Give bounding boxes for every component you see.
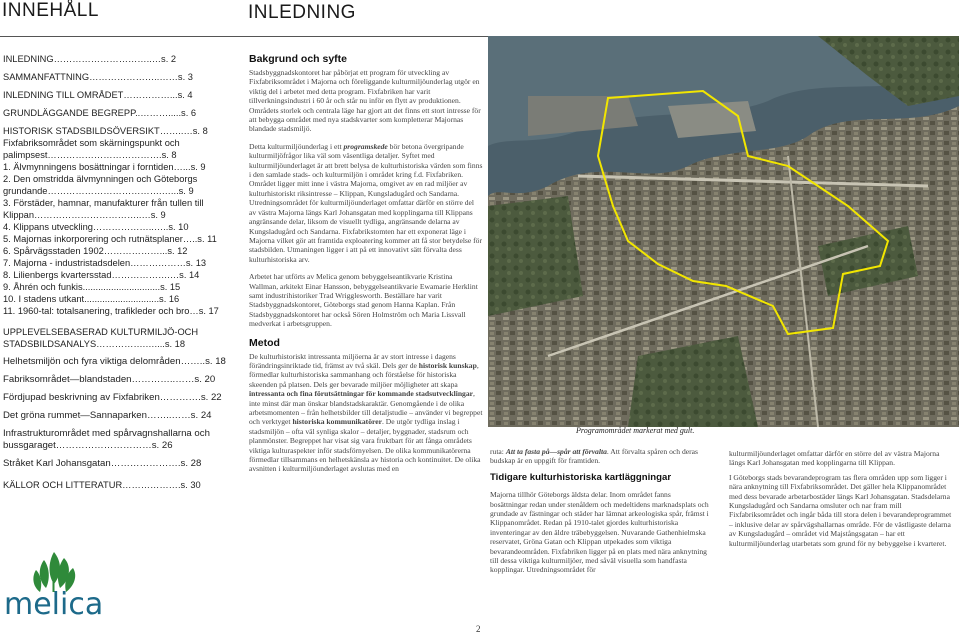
paragraph: Arbetet har utförts av Melica genom bebyggelseantikvarie Kristina Wallman, arkitekt Einar Hansson, bebyggelseantikvarie Ewamarie Herklint samt industrihistoriker Trad Wrigglesworth. Beställare har varit Stadsbyggnadskontoret, Göteborgs stad genom Hanna Kaplan. Från Stadsbyggnadskontoret har också Sören Holmström och Maria Lissvall medverkat i arbetsgruppen. — [249, 272, 478, 329]
toc-entry: 11. 1960-tal: totalsanering, trafikleder och bro…s. 17 — [3, 306, 219, 316]
paragraph: Detta kulturmiljöunderlag i ett programskede bör betona övergripande kulturmiljöfrågor lika väl som väsentliga detaljer. Syftet med kulturmiljöunderlaget är att brett belysa de kulturhistoriska värden som finns i den samlade stads- och kulturmiljön i området kring f.d. Fixfabriken. Området ligger mitt inne i västra Majorna, omgivet av en rad miljöer av kulturhistoriskt riksintresse – Klippan, Kungsladugård och Sandarna. Utredningsområdet för kulturmiljöunderlaget omfattar därför en större del av västra Majorna längs Karl Johansgatan med kopplingarna till Klippans angränsande delar, liksom de visuellt tydliga, angränsande delarna av Kungsladugård och Sandarna. Fixfabrikstomten har ett exponerat läge i Majorna vilket gör att framtida exploatering kommer att få stor betydelse för stadsbilden. Utmaningen ligger i att på ett innovativt sätt förvalta dess kulturhistoriska arv. — [249, 141, 483, 264]
toc-entry: Fördjupad beskrivning av Fixfabriken………….s. 22 — [3, 392, 222, 403]
toc-entry: HISTORISK STADSBILDSÖVERSIKT……..…s. 8 — [3, 126, 208, 136]
toc-title: INNEHÅLL — [2, 0, 99, 21]
toc-entry: 1. Älvmynningens bosättningar i forntiden…...s. 9 — [3, 162, 206, 172]
melica-logo — [2, 548, 114, 618]
paragraph: ruta: Att ta fasta på—spår att förvalta. Att förvalta spåren och deras budskap är en uppgift för framtiden. — [490, 447, 698, 466]
paragraph: Majorna tillhör Göteborgs äldsta delar. Inom området fanns bosättningar redan under stenåldern och medeltidens marknadsplats och grundade av fästningar och städer har lämnat arkeologiska spår, främst i Klippanområdet. Redan på 1910-talet gjordes kulturhistoriska inventeringar av den äldre träbebyggelsen. Nuvarande Gathenhielmska reservatet, Gröna Gatan och Klippan utpekades som viktiga bevarandeområden. Fixfabriken ligger på en plats med nära anknytning till dessa viktiga kulturmiljöer, med såväl visuella som handfasta kopplingar. Utredningsområdet för — [490, 490, 709, 575]
conservation-programme-column — [729, 449, 954, 553]
table-of-contents — [3, 53, 238, 491]
paragraph: De kulturhistoriskt intressanta miljöerna är av stort intresse i dagens förändringsinriktade tid, främst av två skäl. Dels ger de historisk kunskap, förmedlar kulturhistoriska sammanhang och förståelse för historiska skeenden på platsen. Dels ger bevarade miljöer möjligheter att skapa intressanta och fina förutsättningar för kommande stadsutvecklingar, inte minst där man önskar blandstadskaraktär. Genomgående i de olika arbetsmomenten – från helhetsbilder till detaljstudie – använder vi begreppet och verktyget historiska kommunikatörer. De utgör tydliga inslag i stadsmiljön – ofta väl synliga skalor – detaljer, byggnader, stadsrum och planmönster. Begreppet har visat sig vara fruktbart för att fånga områdets viktiga kulturaspekter inför stadsförnyelsen. De olika kommunikatörerna förmedlar tillsammans en helhetskänsla av historia och kontinuitet. De olika avsnitten i kulturmiljöunderlaget avslutas med en — [249, 351, 483, 474]
toc-entry: 5. Majornas inkorporering och rutnätsplaner…..s. 11 — [3, 234, 217, 244]
toc-entry: Det gröna rummet—Sannaparken……..……s. 24 — [3, 410, 212, 421]
paragraph: Stadsbyggnadskontoret har påbörjat ett program för utveckling av Fixfabriksområdet i Majorna och föreliggande kulturmiljöunderlag utgör en viktig del i arbetet med detta program. Fixfabriken har varit tillverkningsindustri i 60 år och står nu inför en flytt av produktionen. Områdets storlek och centrala läge har gjort att det finns ett stort intresse för att bebygga området med nya stadskvarter som kompletterar Majornas blandade stadsmiljö. — [249, 68, 481, 134]
toc-entry: 6. Spårvägsstaden 1902………………...s. 12 — [3, 246, 188, 256]
toc-entry: 4. Klippans utveckling………………..…..s. 10 — [3, 222, 189, 232]
toc-entry: Helhetsmiljön och fyra viktiga delområden……..s. 18 — [3, 356, 226, 367]
page-number: 2 — [476, 624, 481, 634]
photo-caption: Programområdet markerat med gult. — [576, 426, 695, 435]
section-heading-background: Bakgrund och syfte — [249, 53, 348, 65]
section-heading-earlier-surveys: Tidigare kulturhistoriska kartläggningar — [490, 471, 672, 483]
toc-entry: UPPLEVELSEBASERAD KULTURMILJÖ-OCH STADSBILDSANALYS…………….…....s. 18 — [3, 327, 199, 349]
toc-entry: Fabriksområdet—blandstaden…………..……s. 20 — [3, 374, 216, 385]
section-heading-method: Metod — [249, 336, 280, 349]
toc-entry: Stråket Karl Johansgatan………………….s. 28 — [3, 458, 202, 469]
toc-entry: 3. Förstäder, hamnar, manufakturer från tullen till Klippan……………………………..…s. 9 — [3, 198, 204, 220]
earlier-surveys-column — [490, 447, 710, 575]
paragraph: kulturmiljöunderlaget omfattar därför en större del av västra Majorna längs Karl Johansgatan med kopplingarna till Klippan. — [729, 449, 940, 468]
toc-entry: Fixfabriksområdet som skärningspunkt och palimpsest……………………………….s. 8 — [3, 138, 180, 160]
chapter-title: INLEDNING — [248, 2, 356, 23]
intro-column — [249, 53, 483, 482]
toc-entry: 10. I stadens utkant.............................s. 16 — [3, 294, 180, 304]
toc-entry: KÄLLOR OCH LITTERATUR……………….s. 30 — [3, 480, 201, 490]
toc-entry: GRUNDLÄGGANDE BEGREPP..……….....s. 6 — [3, 108, 197, 118]
aerial-photo — [488, 36, 959, 427]
toc-entry: 9. Åhrén och funkis..............................s. 15 — [3, 282, 181, 292]
toc-entry: SAMMANFATTNING…………………..……s. 3 — [3, 72, 193, 82]
logo-text: melica — [4, 587, 104, 618]
paragraph: I Göteborgs stads bevarandeprogram tas flera områden upp som ligger i nära anknytning till Fixfabriksområdet. Det gäller hela Klippanområdet med dess bevarade arbetarbostäder längs Karl Johansgatan. Stadsdelarna Kungsladugård och Sandarna omsluter och nar fram mill Fixfabriksområdet och ingår båda till stora delen i bevarandeprogrammet – inklusive delar av spårvägshallarnas område. För de västligaste delarna av Kungsladugård – området vid Majstångsgatan – har ett kulturmiljöunderlag utarbetats som grund för ny bebyggelse i kvarteret. — [729, 472, 952, 548]
toc-entry: 7. Majorna - industristadsdelen………………s. 13 — [3, 258, 207, 268]
toc-entry: 8. Lilienbergs kvartersstad……………….…s. 14 — [3, 270, 200, 280]
toc-entry: INLEDNING TILL OMRÅDET……………...s. 4 — [3, 90, 193, 100]
toc-entry: 2. Den omstridda älvmynningen och Göteborgs grundande……………………………….…...s. 9 — [3, 174, 198, 196]
toc-entry: INLEDNING…………………………..…s. 2 — [3, 54, 177, 64]
leaf-icon — [33, 552, 75, 592]
toc-entry: Infrastrukturområdet med spårvagnshallarna och bussgaraget…………………………s. 26 — [3, 428, 210, 451]
